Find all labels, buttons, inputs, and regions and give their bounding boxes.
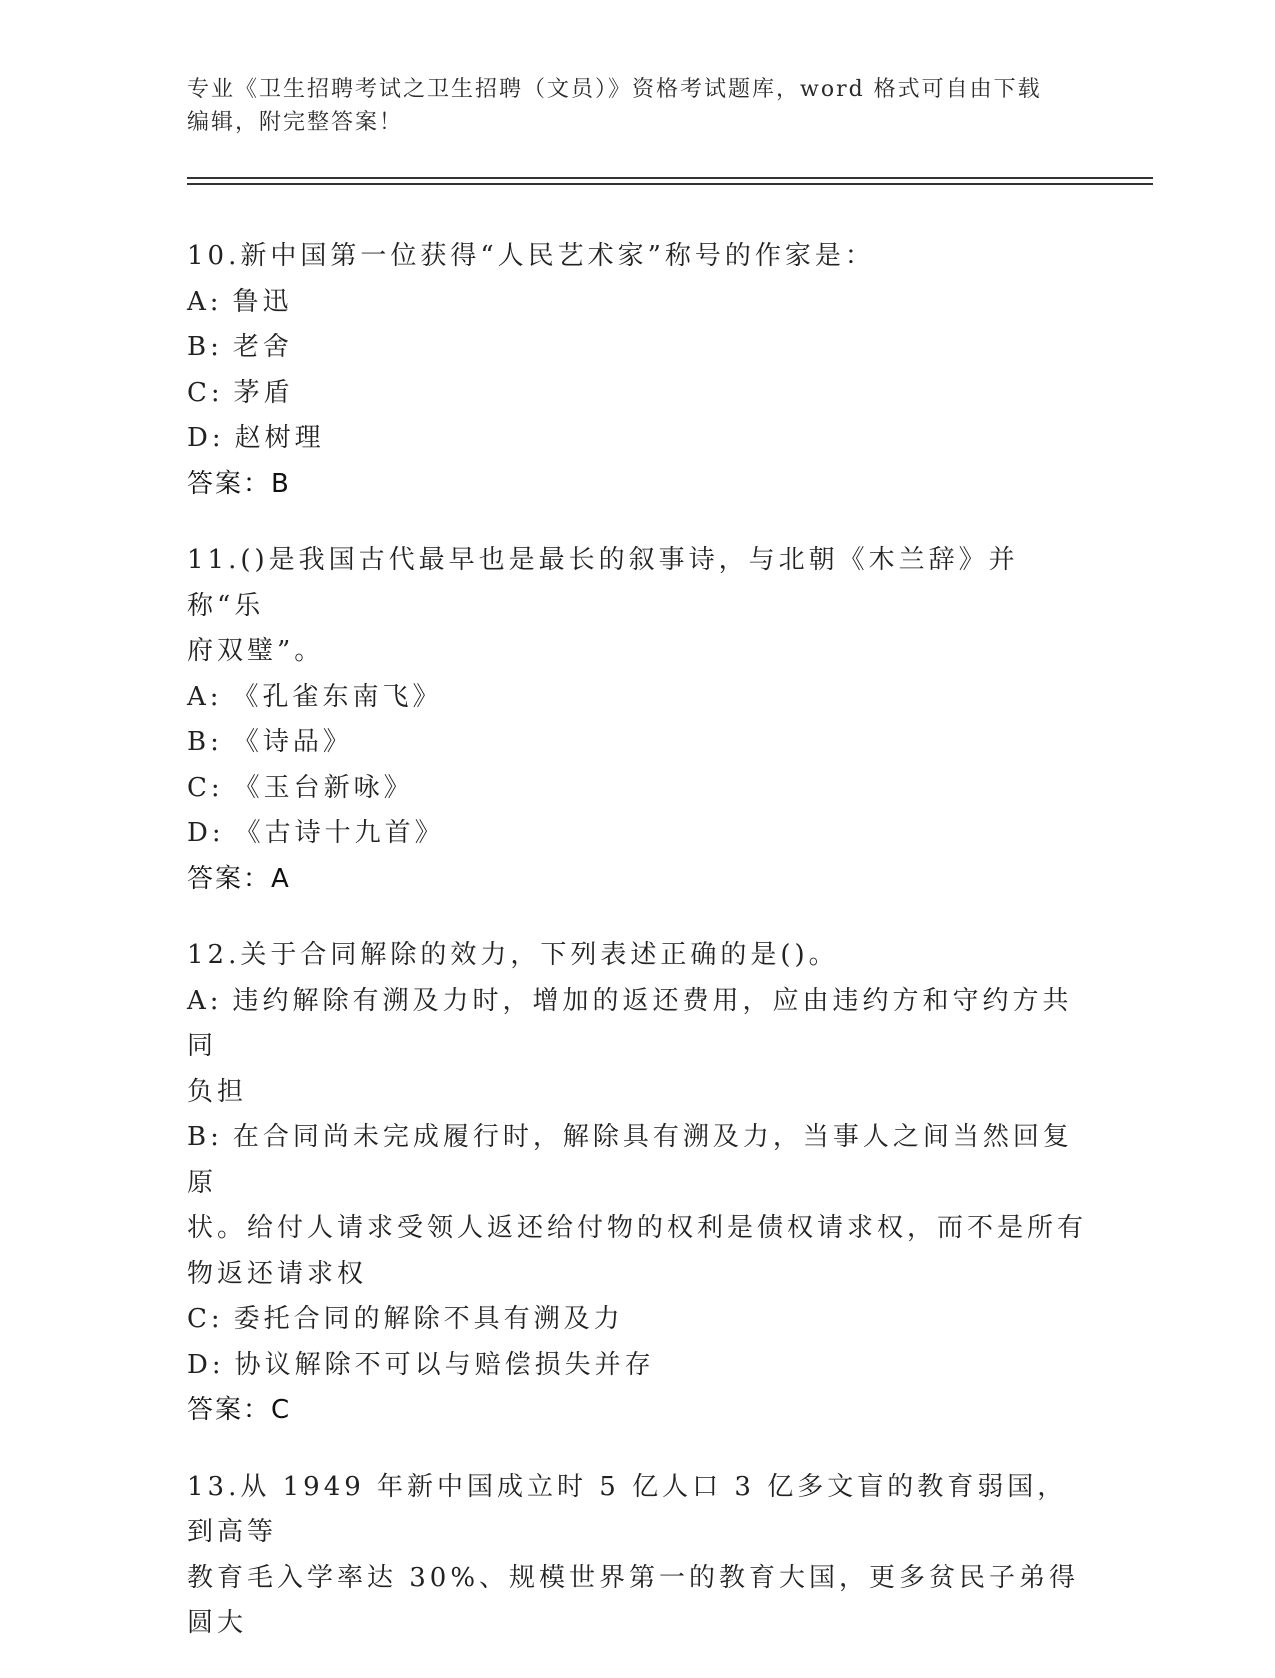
header-line-1: 专业《卫生招聘考试之卫生招聘（文员）》资格考试题库，word 格式可自由下载 bbox=[187, 77, 1042, 102]
option-a bbox=[187, 1070, 1087, 1116]
option-a bbox=[187, 979, 1087, 1070]
option-key: A: bbox=[187, 681, 223, 712]
option-b bbox=[187, 720, 1087, 766]
question-block bbox=[187, 1465, 1087, 1647]
option-key: A: bbox=[187, 286, 223, 317]
option-key: D: bbox=[187, 1349, 225, 1380]
option-c bbox=[187, 766, 1087, 812]
option-key: B: bbox=[187, 1122, 223, 1152]
option-key: B: bbox=[187, 332, 223, 362]
option-b bbox=[187, 1206, 1087, 1252]
option-text: 赵树理 bbox=[234, 423, 325, 453]
option-text: 状。给付人请求受领人返还给付物的权利是债权请求权，而不是所有 bbox=[187, 1213, 1088, 1243]
option-text: 协议解除不可以与赔偿损失并存 bbox=[234, 1349, 655, 1380]
option-text: 负担 bbox=[187, 1076, 248, 1107]
option-b bbox=[187, 1115, 1087, 1206]
question-text: 13.从 1949 年新中国成立时 5 亿人口 3 亿多文盲的教育弱国，到高等 bbox=[187, 1471, 1068, 1547]
question-text: 10.新中国第一位获得“人民艺术家”称号的作家是： bbox=[187, 241, 875, 271]
option-b bbox=[187, 325, 1087, 371]
option-text: 鲁迅 bbox=[232, 286, 293, 317]
question-text: 12.关于合同解除的效力，下列表述正确的是()。 bbox=[187, 940, 839, 970]
option-text: 《古诗十九首》 bbox=[234, 818, 445, 848]
option-c bbox=[187, 371, 1087, 417]
answer-text: 答案：C bbox=[187, 1395, 292, 1425]
answer-text: 答案：B bbox=[187, 468, 291, 499]
option-text: 违约解除有溯及力时，增加的返还费用，应由违约方和守约方共同 bbox=[187, 985, 1073, 1061]
option-d bbox=[187, 416, 1087, 462]
option-key: D: bbox=[187, 818, 225, 848]
document-header bbox=[187, 73, 1067, 139]
option-d bbox=[187, 1343, 1087, 1389]
question-text: 教育毛入学率达 30%、规模世界第一的教育大国，更多贫民子弟得圆大 bbox=[187, 1562, 1080, 1638]
option-c bbox=[187, 1297, 1087, 1343]
option-key: C: bbox=[187, 1304, 224, 1334]
option-a bbox=[187, 675, 1087, 721]
option-d bbox=[187, 811, 1087, 857]
question-block bbox=[187, 234, 1087, 507]
question-block bbox=[187, 933, 1087, 1434]
question-text: 府双璧”。 bbox=[187, 636, 325, 666]
option-key: C: bbox=[187, 377, 224, 408]
header-line-2: 编辑，附完整答案！ bbox=[187, 110, 404, 135]
question-text: 11.()是我国古代最早也是最长的叙事诗，与北朝《木兰辞》并称“乐 bbox=[187, 545, 1019, 621]
option-text: 《玉台新咏》 bbox=[233, 772, 414, 803]
option-text: 茅盾 bbox=[233, 377, 294, 408]
option-text: 委托合同的解除不具有溯及力 bbox=[233, 1304, 624, 1334]
option-key: A: bbox=[187, 985, 223, 1016]
question-block bbox=[187, 538, 1087, 902]
option-a bbox=[187, 280, 1087, 326]
option-text: 在合同尚未完成履行时，解除具有溯及力，当事人之间当然回复原 bbox=[187, 1122, 1073, 1198]
option-text: 《诗品》 bbox=[232, 727, 353, 757]
answer-text: 答案：A bbox=[187, 863, 291, 894]
option-key: D: bbox=[187, 423, 225, 453]
header-divider-bottom bbox=[187, 183, 1153, 185]
option-key: C: bbox=[187, 772, 224, 803]
option-b bbox=[187, 1252, 1087, 1298]
option-text: 《孔雀东南飞》 bbox=[232, 681, 443, 712]
option-key: B: bbox=[187, 727, 223, 757]
option-text: 物返还请求权 bbox=[187, 1258, 368, 1289]
option-text: 老舍 bbox=[232, 332, 293, 362]
header-divider-top bbox=[187, 177, 1153, 179]
question-list bbox=[187, 234, 1087, 1678]
